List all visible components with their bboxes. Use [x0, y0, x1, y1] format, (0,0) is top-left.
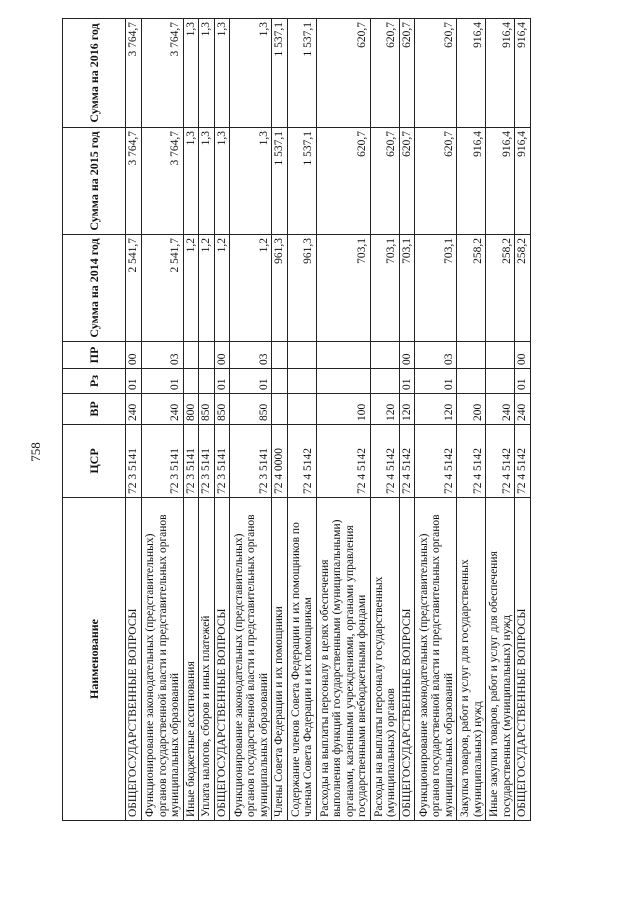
- cell-vr: [287, 394, 316, 425]
- cell-vr: 100: [316, 394, 370, 425]
- cell-sum-2015: 620,7: [415, 128, 457, 235]
- cell-pr: [199, 342, 215, 369]
- cell-csr: 72 4 5142: [287, 425, 316, 498]
- table-row: [415, 19, 457, 821]
- cell-sum-2014: 258,2: [515, 235, 531, 342]
- cell-name: Уплата налогов, сборов и иных платежей: [199, 498, 215, 821]
- header-sum-2014: Сумма на 2014 год: [63, 235, 126, 342]
- cell-sum-2014: 2 541,7: [141, 235, 183, 342]
- cell-sum-2015: 916,4: [486, 128, 515, 235]
- cell-sum-2016: 620,7: [399, 19, 415, 128]
- cell-sum-2016: 1,3: [183, 19, 199, 128]
- cell-name: Расходы на выплаты персоналу в целях обеспечения выполнения функций государственными (муниципальными) органами, казенными учреждениями, органами управления государственными внебюджетными фондами: [316, 498, 370, 821]
- cell-pr: [183, 342, 199, 369]
- table-row: [199, 19, 215, 821]
- budget-table: [62, 18, 531, 821]
- cell-vr: 240: [141, 394, 183, 425]
- table-row: [457, 19, 486, 821]
- cell-name: Закупка товаров, работ и услуг для государственных (муниципальных) нужд: [457, 498, 486, 821]
- cell-rz: [370, 369, 399, 394]
- cell-csr: 72 4 5142: [399, 425, 415, 498]
- cell-sum-2016: 916,4: [486, 19, 515, 128]
- table-row: [486, 19, 515, 821]
- cell-vr: 200: [457, 394, 486, 425]
- cell-sum-2014: 1,2: [230, 235, 272, 342]
- header-csr: ЦСР: [63, 425, 126, 498]
- table-row: [183, 19, 199, 821]
- cell-vr: 240: [515, 394, 531, 425]
- cell-sum-2015: 1,3: [230, 128, 272, 235]
- cell-csr: 72 4 5142: [415, 425, 457, 498]
- cell-rz: 01: [399, 369, 415, 394]
- cell-rz: [183, 369, 199, 394]
- cell-rz: 01: [515, 369, 531, 394]
- cell-sum-2014: 1,2: [199, 235, 215, 342]
- cell-name: Содержание членов Совета Федерации и их помощников по членам Совета Федерации и их помощникам: [287, 498, 316, 821]
- cell-pr: 03: [141, 342, 183, 369]
- cell-name: Функционирование законодательных (представительных) органов государственной власти и представительных органов муниципальных образований: [141, 498, 183, 821]
- cell-sum-2015: 1,3: [183, 128, 199, 235]
- cell-sum-2015: 1 537,1: [272, 128, 288, 235]
- cell-sum-2015: 620,7: [399, 128, 415, 235]
- cell-pr: [486, 342, 515, 369]
- cell-rz: [199, 369, 215, 394]
- cell-name: ОБЩЕГОСУДАРСТВЕННЫЕ ВОПРОСЫ: [399, 498, 415, 821]
- cell-vr: 800: [183, 394, 199, 425]
- cell-vr: 120: [415, 394, 457, 425]
- cell-name: ОБЩЕГОСУДАРСТВЕННЫЕ ВОПРОСЫ: [214, 498, 230, 821]
- rotated-content: [62, 19, 607, 821]
- cell-sum-2015: 1,3: [214, 128, 230, 235]
- cell-sum-2014: 703,1: [370, 235, 399, 342]
- cell-sum-2015: 1 537,1: [287, 128, 316, 235]
- cell-pr: [316, 342, 370, 369]
- cell-pr: [457, 342, 486, 369]
- cell-rz: [287, 369, 316, 394]
- cell-rz: [316, 369, 370, 394]
- cell-csr: 72 3 5141: [126, 425, 142, 498]
- cell-pr: [287, 342, 316, 369]
- cell-sum-2016: 1,3: [199, 19, 215, 128]
- table-row: [399, 19, 415, 821]
- cell-csr: 72 3 5141: [183, 425, 199, 498]
- cell-pr: 00: [399, 342, 415, 369]
- cell-rz: 01: [230, 369, 272, 394]
- table-row: [370, 19, 399, 821]
- cell-sum-2016: 3 764,7: [141, 19, 183, 128]
- cell-sum-2014: 2 541,7: [126, 235, 142, 342]
- cell-sum-2014: 258,2: [457, 235, 486, 342]
- cell-sum-2016: 1 537,1: [272, 19, 288, 128]
- cell-sum-2015: 916,4: [457, 128, 486, 235]
- cell-vr: 120: [370, 394, 399, 425]
- cell-csr: 72 4 5142: [457, 425, 486, 498]
- cell-sum-2016: 1 537,1: [287, 19, 316, 128]
- header-name: Наименование: [63, 498, 126, 821]
- cell-rz: 01: [214, 369, 230, 394]
- table-row: [141, 19, 183, 821]
- cell-name: Члены Совета Федерации и их помощники: [272, 498, 288, 821]
- cell-sum-2016: 1,3: [214, 19, 230, 128]
- cell-name: Функционирование законодательных (представительных) органов государственной власти и представительных органов муниципальных образований: [415, 498, 457, 821]
- cell-rz: 01: [141, 369, 183, 394]
- cell-csr: 72 3 5141: [141, 425, 183, 498]
- cell-pr: 00: [126, 342, 142, 369]
- cell-pr: [370, 342, 399, 369]
- cell-sum-2016: 620,7: [415, 19, 457, 128]
- cell-sum-2015: 3 764,7: [141, 128, 183, 235]
- header-pr: ПР: [63, 342, 126, 369]
- cell-csr: 72 4 5142: [486, 425, 515, 498]
- cell-pr: 03: [230, 342, 272, 369]
- cell-sum-2014: 1,2: [183, 235, 199, 342]
- cell-sum-2016: 916,4: [515, 19, 531, 128]
- cell-csr: 72 3 5141: [214, 425, 230, 498]
- table-row: [515, 19, 531, 821]
- table-row: [126, 19, 142, 821]
- cell-rz: [486, 369, 515, 394]
- cell-name: Иные бюджетные ассигнования: [183, 498, 199, 821]
- header-row: [63, 19, 126, 821]
- cell-pr: [272, 342, 288, 369]
- cell-rz: [457, 369, 486, 394]
- cell-vr: 120: [399, 394, 415, 425]
- cell-vr: [272, 394, 288, 425]
- cell-sum-2015: 620,7: [316, 128, 370, 235]
- cell-sum-2016: 620,7: [370, 19, 399, 128]
- cell-csr: 72 4 0000: [272, 425, 288, 498]
- table-row: [230, 19, 272, 821]
- cell-pr: 00: [515, 342, 531, 369]
- cell-vr: 240: [486, 394, 515, 425]
- cell-sum-2016: 1,3: [230, 19, 272, 128]
- cell-csr: 72 4 5142: [316, 425, 370, 498]
- cell-name: Функционирование законодательных (представительных) органов государственной власти и представительных органов муниципальных образований: [230, 498, 272, 821]
- cell-sum-2014: 258,2: [486, 235, 515, 342]
- cell-sum-2015: 620,7: [370, 128, 399, 235]
- page-number: 758: [28, 442, 43, 462]
- header-rz: Рз: [63, 369, 126, 394]
- cell-vr: 240: [126, 394, 142, 425]
- cell-vr: 850: [230, 394, 272, 425]
- cell-rz: [272, 369, 288, 394]
- cell-sum-2014: 961,3: [272, 235, 288, 342]
- cell-csr: 72 4 5142: [370, 425, 399, 498]
- cell-sum-2016: 620,7: [316, 19, 370, 128]
- cell-sum-2014: 703,1: [316, 235, 370, 342]
- cell-sum-2014: 703,1: [415, 235, 457, 342]
- cell-pr: 03: [415, 342, 457, 369]
- table-row: [214, 19, 230, 821]
- cell-vr: 850: [199, 394, 215, 425]
- table-row: [272, 19, 288, 821]
- header-vr: ВР: [63, 394, 126, 425]
- cell-sum-2015: 916,4: [515, 128, 531, 235]
- cell-sum-2015: 3 764,7: [126, 128, 142, 235]
- cell-name: Иные закупки товаров, работ и услуг для обеспечения государственных (муниципальных) нужд: [486, 498, 515, 821]
- header-sum-2016: Сумма на 2016 год: [63, 19, 126, 128]
- cell-vr: 850: [214, 394, 230, 425]
- cell-sum-2014: 1,2: [214, 235, 230, 342]
- cell-rz: 01: [126, 369, 142, 394]
- cell-sum-2016: 3 764,7: [126, 19, 142, 128]
- cell-sum-2016: 916,4: [457, 19, 486, 128]
- cell-sum-2014: 703,1: [399, 235, 415, 342]
- table-row: [287, 19, 316, 821]
- cell-csr: 72 3 5141: [230, 425, 272, 498]
- cell-name: ОБЩЕГОСУДАРСТВЕННЫЕ ВОПРОСЫ: [515, 498, 531, 821]
- cell-pr: 00: [214, 342, 230, 369]
- cell-name: Расходы на выплаты персоналу государственных (муниципальных) органов: [370, 498, 399, 821]
- cell-sum-2014: 961,3: [287, 235, 316, 342]
- cell-name: ОБЩЕГОСУДАРСТВЕННЫЕ ВОПРОСЫ: [126, 498, 142, 821]
- table-row: [316, 19, 370, 821]
- cell-rz: 01: [415, 369, 457, 394]
- header-sum-2015: Сумма на 2015 год: [63, 128, 126, 235]
- rotated-page: [62, 19, 607, 821]
- cell-csr: 72 4 5142: [515, 425, 531, 498]
- cell-csr: 72 3 5141: [199, 425, 215, 498]
- cell-sum-2015: 1,3: [199, 128, 215, 235]
